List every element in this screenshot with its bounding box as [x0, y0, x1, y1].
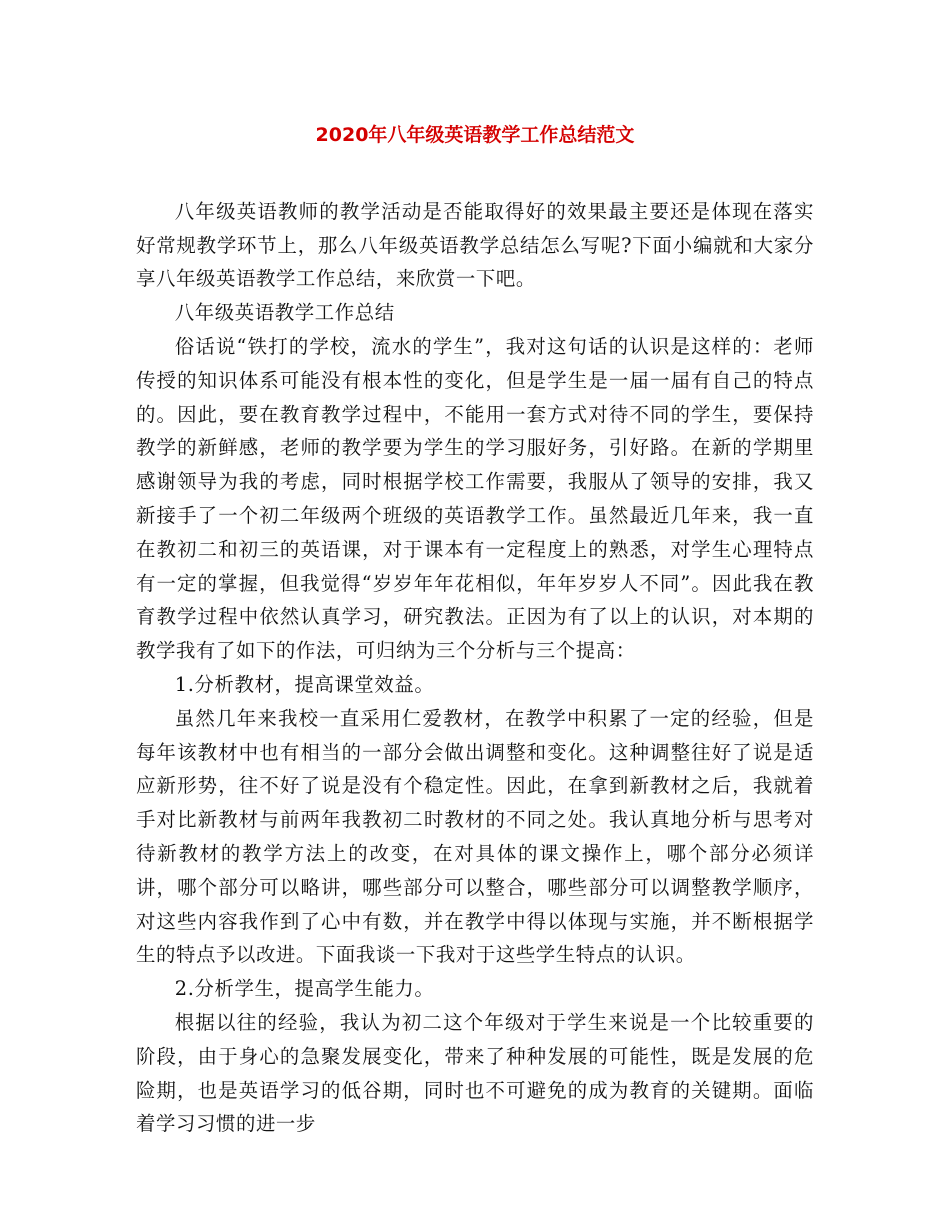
subheading-analyze-students: 2.分析学生，提高学生能力。 [174, 977, 435, 1001]
subheading-analyze-textbook: 1.分析教材，提高课堂效益。 [174, 672, 435, 696]
blank-line [136, 161, 814, 195]
body-paragraph: 俗话说“铁打的学校，流水的学生”，我对这句话的认识是这样的：老师传授的知识体系可能没有根本性的变化，但是学生是一届一届有自己的特点的。因此，要在教育教学过程中，不能用一套方式对待不同的学生，要保持教学的新鲜感，老师的教学要为学生的学习服好务，引好路。在新的学期里感谢领导为我的考虑，同时根据学校工作需要，我服从了领导的安排，我又新接手了一个初二年级两个班级的英语教学工作。虽然最近几年来，我一直在教初二和初三的英语课，对于课本有一定程度上的熟悉，对学生心理特点有一定的掌握，但我觉得“岁岁年年花相似，年年岁岁人不同”。因此我在教育教学过程中依然认真学习，研究教法。正因为有了以上的认识，对本期的教学我有了如下的作法，可归纳为三个分析与三个提高： [136, 334, 814, 663]
body-paragraph: 虽然几年来我校一直采用仁爱教材，在教学中积累了一定的经验，但是每年该教材中也有相当的一部分会做出调整和变化。这种调整往好了说是适应新形势，往不好了说是没有个稳定性。因此，在拿到新教材之后，我就着手对比新教材与前两年我教初二时教材的不同之处。我认真地分析与思考对待新教材的教学方法上的改变，在对具体的课文操作上，哪个部分必须详讲，哪个部分可以略讲，哪些部分可以整合，哪些部分可以调整教学顺序，对这些内容我作到了心中有数，并在教学中得以体现与实施，并不断根据学生的特点予以改进。下面我谈一下我对于这些学生特点的认识。 [136, 706, 814, 967]
section-heading: 八年级英语教学工作总结 [174, 301, 395, 325]
document-title: 2020年八年级英语教学工作总结范文 [315, 124, 635, 146]
document-body [136, 161, 814, 1141]
body-paragraph: 根据以往的经验，我认为初二这个年级对于学生来说是一个比较重要的阶段，由于身心的急聚发展变化，带来了种种发展的可能性，既是发展的危险期，也是英语学习的低谷期，同时也不可避免的成为教育的关键期。面临着学习习惯的进一步 [136, 1010, 814, 1136]
intro-paragraph: 八年级英语教师的教学活动是否能取得好的效果最主要还是体现在落实好常规教学环节上，那么八年级英语教学总结怎么写呢?下面小编就和大家分享八年级英语教学工作总结，来欣赏一下吧。 [136, 199, 814, 291]
